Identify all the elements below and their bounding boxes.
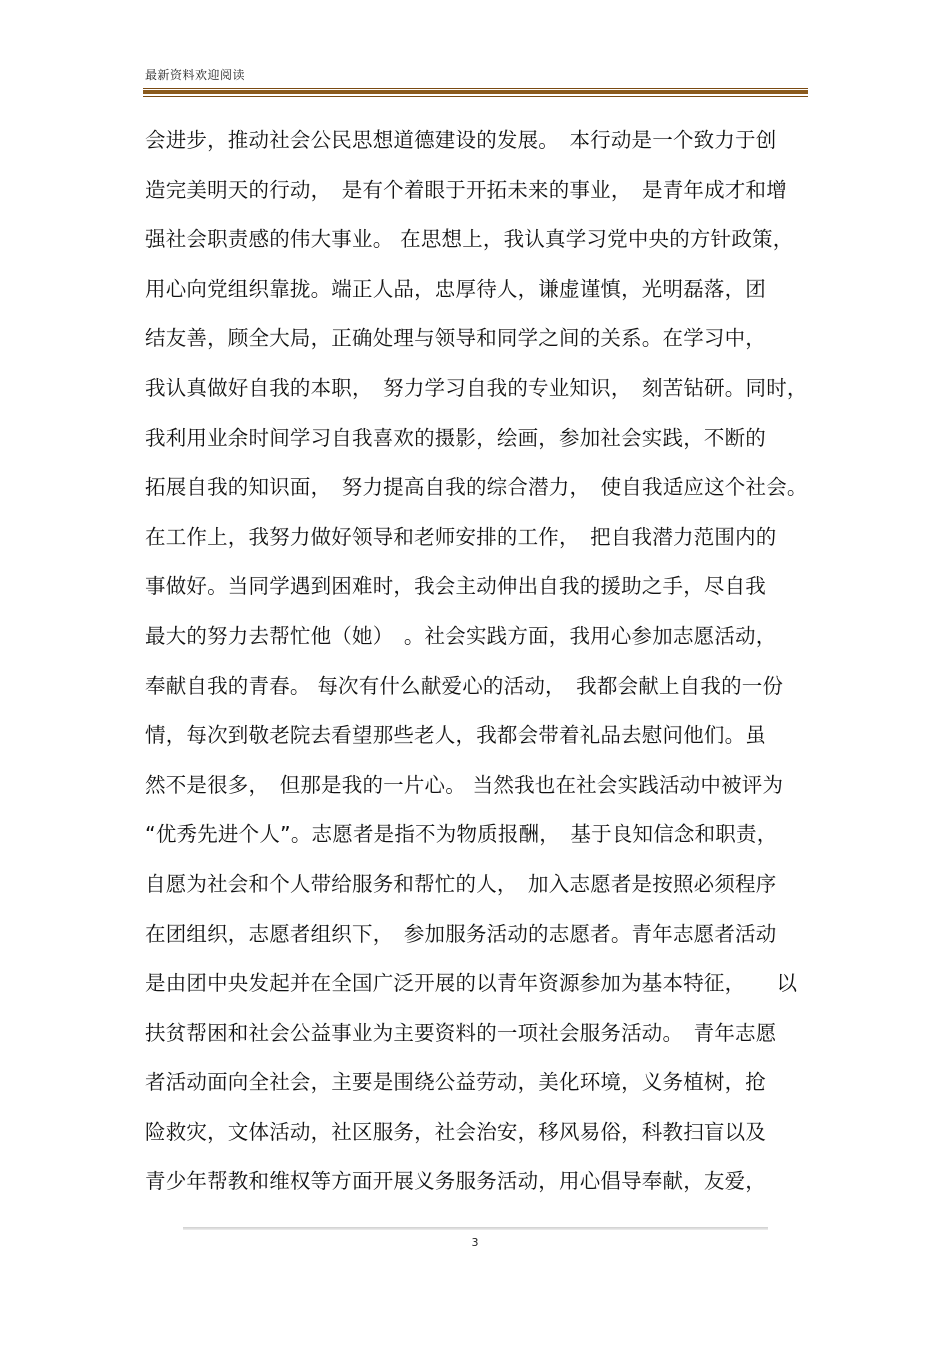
text-line: 会进步，推动社会公民思想道德建设的发展。 本行动是一个致力于创 — [145, 128, 777, 152]
text-line: 用心向党组织靠拢。端正人品，忠厚待人，谦虚谨慎，光明磊落，团 — [145, 276, 766, 301]
text-line: 结友善，顾全大局，正确处理与领导和同学之间的关系。在学习中， — [145, 326, 766, 351]
text-line: “优秀先进个人”。志愿者是指不为物质报酬， 基于良知信念和职责， — [145, 822, 778, 847]
text-line: 情，每次到敬老院去看望那些老人，我都会带着礼品去慰问他们。虽 — [145, 723, 766, 748]
body-text — [145, 120, 810, 1211]
text-line: 险救灾，文体活动，社区服务，社会治安，移风易俗，科教扫盲以及 — [145, 1119, 766, 1144]
header-rule-thick — [143, 90, 808, 94]
text-line: 然不是很多， 但那是我的一片心。 当然我也在社会实践活动中被评为 — [145, 772, 784, 797]
header-rule-thin-top — [143, 88, 808, 89]
page-number: 3 — [471, 1236, 479, 1249]
text-line: 拓展自我的知识面， 努力提高自我的综合潜力， 使自我适应这个社会。 — [145, 475, 808, 500]
text-line: 扶贫帮困和社会公益事业为主要资料的一项社会服务活动。 青年志愿 — [145, 1020, 777, 1045]
header-rule-thin-bottom — [143, 96, 808, 97]
text-line: 事做好。当同学遇到困难时，我会主动伸出自我的援助之手，尽自我 — [145, 574, 766, 599]
running-header: 最新资料欢迎阅读 — [145, 68, 246, 82]
text-line: 我认真做好自我的本职， 努力学习自我的专业知识， 刻苦钻研。同时， — [145, 375, 808, 400]
text-line: 自愿为社会和个人带给服务和帮忙的人， 加入志愿者是按照必须程序 — [145, 871, 777, 896]
text-line: 在工作上，我努力做好领导和老师安排的工作， 把自我潜力范围内的 — [145, 524, 777, 549]
text-line: 者活动面向全社会，主要是围绕公益劳动，美化环境，义务植树，抢 — [145, 1070, 766, 1095]
text-line: 造完美明天的行动， 是有个着眼于开拓未来的事业， 是青年成才和增 — [145, 177, 787, 202]
text-line: 强社会职责感的伟大事业。 在思想上，我认真学习党中央的方针政策， — [145, 227, 794, 252]
text-line: 在团组织，志愿者组织下， 参加服务活动的志愿者。青年志愿者活动 — [145, 921, 777, 946]
footer-rule — [183, 1227, 768, 1230]
text-line: 青少年帮教和维权等方面开展义务服务活动，用心倡导奉献，友爱， — [145, 1169, 766, 1194]
text-line: 是由团中央发起并在全国广泛开展的以青年资源参加为基本特征， 以 — [145, 971, 798, 996]
text-line: 最大的努力去帮忙他（她） 。社会实践方面，我用心参加志愿活动， — [145, 623, 777, 648]
text-line: 奉献自我的青春。 每次有什么献爱心的活动， 我都会献上自我的一份 — [145, 673, 784, 698]
text-line: 我利用业余时间学习自我喜欢的摄影，绘画，参加社会实践，不断的 — [145, 425, 766, 450]
